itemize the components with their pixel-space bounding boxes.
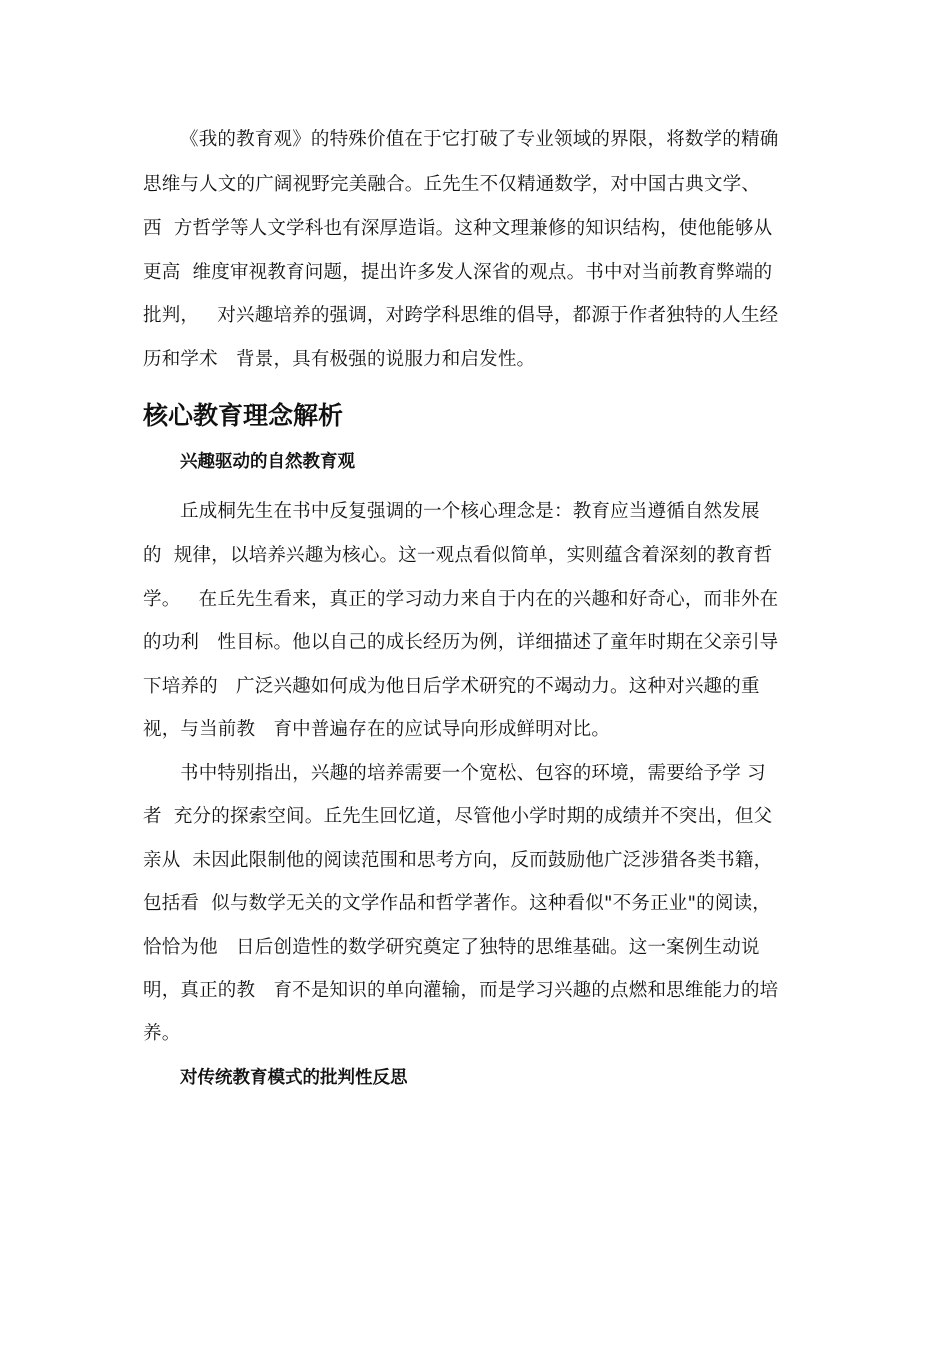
paragraph-line: 《我的教育观》的特殊价值在于它打破了专业领域的界限，将数学的精确 bbox=[180, 129, 779, 150]
paragraph-line: 批判， 对兴趣培养的强调，对跨学科思维的倡导，都源于作者独特的人生经 bbox=[143, 305, 779, 326]
subsection-heading: 兴趣驱动的自然教育观 bbox=[180, 452, 355, 472]
subsection-heading: 对传统教育模式的批判性反思 bbox=[180, 1068, 408, 1088]
paragraph-line: 西 方哲学等人文学科也有深厚造诣。这种文理兼修的知识结构，使他能够从 bbox=[143, 218, 773, 239]
paragraph-line: 视，与当前教 育中普遍存在的应试导向形成鲜明对比。 bbox=[143, 719, 611, 740]
paragraph-line: 养。 bbox=[143, 1023, 181, 1044]
paragraph-line: 的功利 性目标。他以自己的成长经历为例，详细描述了童年时期在父亲引导 bbox=[143, 632, 779, 653]
paragraph-line: 下培养的 广泛兴趣如何成为他日后学术研究的不竭动力。这种对兴趣的重 bbox=[143, 676, 760, 697]
paragraph-line: 更高 维度审视教育问题，提出许多发人深省的观点。书中对当前教育弊端的 bbox=[143, 262, 773, 283]
paragraph-line: 亲从 未因此限制他的阅读范围和思考方向，反而鼓励他广泛涉猎各类书籍， bbox=[143, 850, 773, 871]
paragraph-line: 的 规律，以培养兴趣为核心。这一观点看似简单，实则蕴含着深刻的教育哲 bbox=[143, 545, 773, 566]
paragraph-line: 思维与人文的广阔视野完美融合。丘先生不仅精通数学，对中国古典文学、 bbox=[143, 174, 761, 195]
paragraph-line: 恰恰为他 日后创造性的数学研究奠定了独特的思维基础。这一案例生动说 bbox=[143, 937, 760, 958]
paragraph-line: 丘成桐先生在书中反复强调的一个核心理念是：教育应当遵循自然发展 bbox=[180, 501, 760, 522]
section-heading: 核心教育理念解析 bbox=[143, 401, 344, 430]
paragraph-line: 学。 在丘先生看来，真正的学习动力来自于内在的兴趣和好奇心，而非外在 bbox=[143, 589, 779, 610]
paragraph-line: 包括看 似与数学无关的文学作品和哲学著作。这种看似"不务正业"的阅读， bbox=[143, 893, 771, 914]
paragraph-line: 者 充分的探索空间。丘先生回忆道，尽管他小学时期的成绩并不突出，但父 bbox=[143, 806, 773, 827]
paragraph-line: 明，真正的教 育不是知识的单向灌输，而是学习兴趣的点燃和思维能力的培 bbox=[143, 980, 779, 1001]
paragraph-line: 历和学术 背景，具有极强的说服力和启发性。 bbox=[143, 349, 536, 370]
paragraph-line: 书中特别指出，兴趣的培养需要一个宽松、包容的环境，需要给予学 习 bbox=[180, 763, 766, 784]
